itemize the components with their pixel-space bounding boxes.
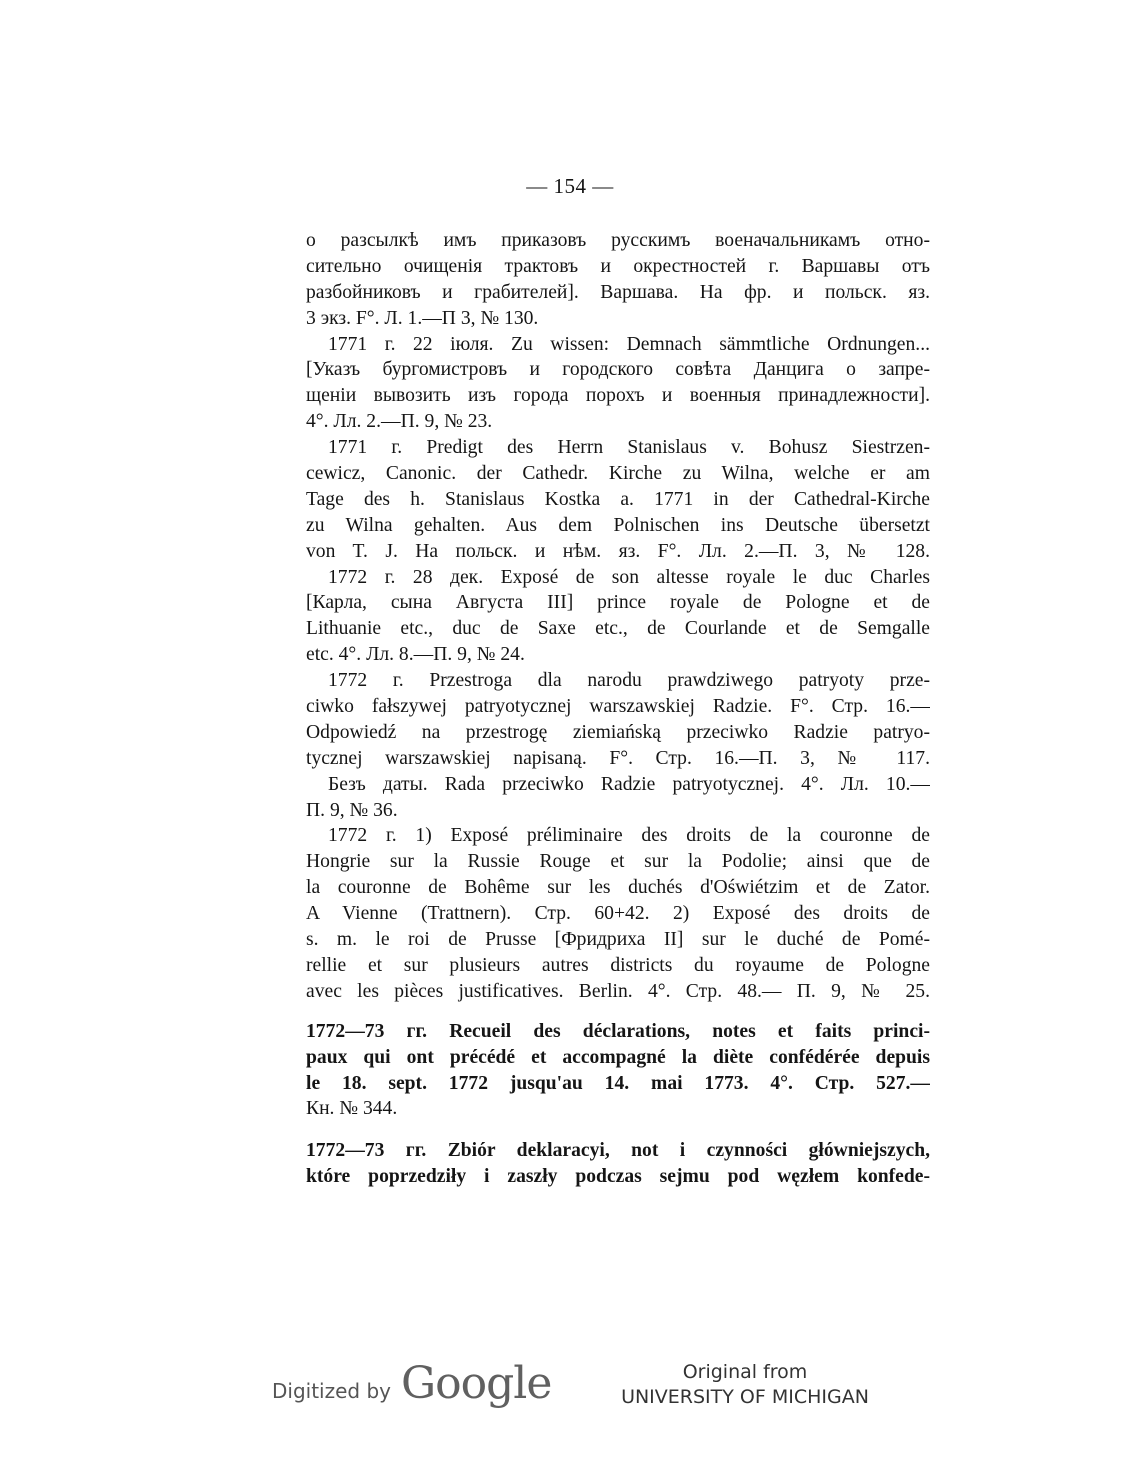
entry-line: о разсылкѣ имъ приказовъ русскимъ военачальникамъ отно-	[306, 230, 930, 251]
entry-line: Odpowiedź na przestrogę ziemiańską przeciwko Radzie patryo-	[306, 721, 930, 743]
entry-line: 1772—73 гг. Zbiór deklaracyi, not i czynności główniejszych,	[306, 1140, 930, 1162]
section-spacer	[306, 1005, 930, 1019]
entry-line: 1772 г. 1) Exposé préliminaire des droits de la couronne de	[328, 825, 930, 847]
original-from-label: Original from	[682, 1361, 808, 1383]
section-spacer	[306, 1122, 930, 1138]
entry-line: paux qui ont précédé et accompagné la diète confédérée depuis	[306, 1046, 930, 1068]
entry-line: 1772—73 гг. Recueil des déclarations, notes et faits princi-	[306, 1020, 930, 1042]
bibliography-entry	[306, 565, 930, 669]
entry-line: Кн. № 344.	[306, 1098, 398, 1120]
entry-line: [Указъ бургомистровъ и городского совѣта Данцига о запре-	[306, 359, 930, 381]
entry-line: сительно очищенія трактовъ и окрестностей г. Варшавы отъ	[306, 255, 930, 277]
entry-line: la couronne de Bohême sur les duchés d'Oświétzim et de Zator.	[306, 877, 930, 899]
entry-line: П. 9, № 36.	[306, 799, 398, 821]
entry-line: s. m. le roi de Prusse [Фридриха II] sur le duché de Pomé-	[306, 929, 930, 951]
entry-line: 4°. Лл. 2.—П. 9, № 23.	[306, 411, 493, 433]
university-label: UNIVERSITY OF MICHIGAN	[621, 1386, 869, 1408]
entry-line: 1772 г. 28 дек. Exposé de son altesse royale le duc Charles	[328, 566, 930, 588]
bibliography-entry	[306, 435, 930, 564]
bibliography-entry	[306, 332, 930, 436]
digitized-by-label: Digitized by	[272, 1379, 391, 1403]
entry-line: etc. 4°. Лл. 8.—П. 9, № 24.	[306, 644, 525, 666]
entry-line: 1771 г. Predigt des Herrn Stanislaus v. Bohusz Siestrzen-	[328, 437, 930, 459]
entry-line: avec les pièces justificatives. Berlin. 4°. Стр. 48.— П. 9, № 25.	[306, 980, 930, 1002]
entry-line: tycznej warszawskiej napisaną. F°. Стр. 16.—П. 3, № 117.	[306, 747, 930, 769]
entry-line: 3 экз. F°. Л. 1.—П 3, № 130.	[306, 307, 539, 329]
entry-line: ciwko fałszywej patryotycznej warszawskiej Radzie. F°. Стр. 16.—	[306, 696, 930, 718]
entry-line: von T. J. На польск. и нѣм. яз. F°. Лл. 2.—П. 3, № 128.	[306, 540, 930, 562]
bibliography-entry	[306, 772, 930, 824]
entry-line: разбойниковъ и грабителей]. Варшава. На фр. и польск. яз.	[306, 281, 930, 303]
google-watermark	[272, 1358, 551, 1408]
page-number: — 154 —	[526, 174, 614, 198]
bibliography-entry-bold	[306, 1138, 930, 1190]
entry-line: zu Wilna gehalten. Aus dem Polnischen ins Deutsche übersetzt	[306, 514, 930, 536]
source-attribution	[620, 1360, 870, 1410]
entry-line: które poprzedziły i zaszły podczas sejmu pod węzłem konfede-	[306, 1166, 930, 1188]
entry-line: [Карла, сына Августа III] prince royale de Pologne et de	[306, 592, 930, 614]
entry-line: A Vienne (Trattnern). Стр. 60+42. 2) Exposé des droits de	[306, 903, 930, 925]
google-logo: Google	[401, 1358, 552, 1409]
entry-line: le 18. sept. 1772 jusqu'au 14. mai 1773. 4°. Стр. 527.—	[306, 1072, 930, 1094]
entry-line: 1771 г. 22 іюля. Zu wissen: Demnach sämmtliche Ordnungen...	[328, 333, 930, 355]
bibliography-entry	[306, 668, 930, 772]
entry-line: cewicz, Canonic. der Cathedr. Kirche zu Wilna, welche er am	[306, 463, 930, 485]
page-body	[306, 228, 930, 1190]
bibliography-entry-bold	[306, 1019, 930, 1123]
entry-line: Tage des h. Stanislaus Kostka a. 1771 in der Cathedral-Kirche	[306, 488, 930, 510]
entry-line: Безъ даты. Rada przeciwko Radzie patryotycznej. 4°. Лл. 10.—	[328, 773, 930, 795]
bibliography-entry	[306, 823, 930, 1004]
entry-line: щеніи вывозить изъ города порохъ и военныя принадлежности].	[306, 385, 930, 407]
bibliography-entry	[306, 228, 930, 332]
entry-line: rellie et sur plusieurs autres districts du royaume de Pologne	[306, 954, 930, 976]
entry-line: Lithuanie etc., duc de Saxe etc., de Courlande et de Semgalle	[306, 618, 930, 640]
entry-line: Hongrie sur la Russie Rouge et sur la Podolie; ainsi que de	[306, 851, 930, 873]
entry-line: 1772 г. Przestroga dla narodu prawdziwego patryoty prze-	[328, 670, 930, 692]
